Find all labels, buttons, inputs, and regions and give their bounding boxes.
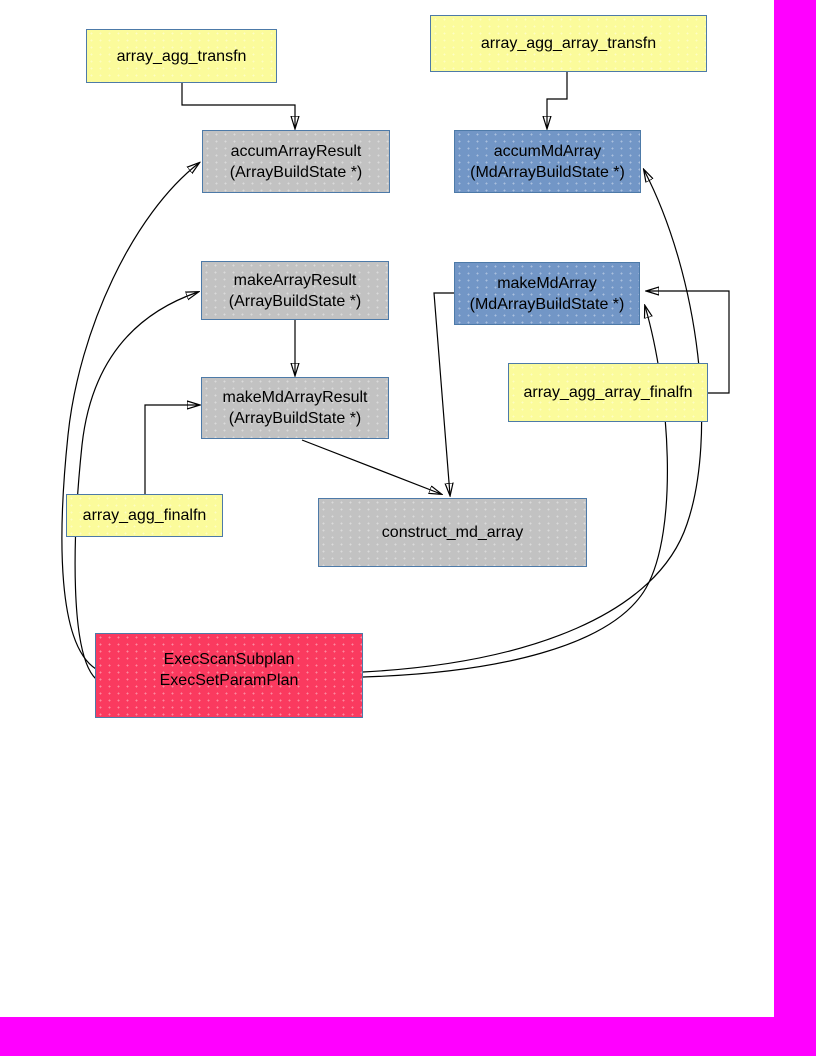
node-sublabel: ExecSetParamPlan: [159, 671, 299, 689]
node-accumArrayResult: [202, 130, 390, 193]
node-sublabel: (ArrayBuildState *): [228, 292, 362, 310]
node-sublabel: (ArrayBuildState *): [229, 163, 363, 181]
node-construct-md-array: [318, 498, 587, 567]
frame-right-bar: [774, 0, 816, 1056]
node-array-agg-finalfn: [66, 494, 223, 537]
node-makeMdArrayResult: [201, 377, 389, 439]
edge-array-agg-array-transfn-to-accumMdArray: [547, 72, 567, 128]
node-label: accumMdArray: [493, 142, 602, 160]
node-accumMdArray: [454, 130, 641, 193]
node-makeMdArray: [454, 262, 640, 325]
node-sublabel: (MdArrayBuildState *): [470, 163, 625, 181]
node-array-agg-array-finalfn: [508, 363, 708, 422]
node-label: makeMdArray: [497, 274, 597, 292]
edge-array-agg-finalfn-to-makeMdArrayResult: [145, 405, 199, 494]
node-label: accumArrayResult: [230, 142, 362, 160]
frame-bottom-bar: [0, 1017, 816, 1056]
edge-makeMdArray-to-construct-md-array: [434, 293, 454, 495]
edge-array-agg-transfn-to-accumArrayResult: [182, 83, 295, 128]
edge-exec-subplan-to-accumArrayResult: [62, 163, 199, 669]
node-label: array_agg_transfn: [116, 47, 247, 65]
node-makeArrayResult: [201, 261, 389, 320]
edge-exec-subplan-to-makeMdArray: [363, 306, 667, 677]
node-label: array_agg_array_transfn: [480, 35, 657, 52]
node-label: makeArrayResult: [233, 271, 357, 289]
node-sublabel: (ArrayBuildState *): [228, 410, 362, 427]
edge-exec-subplan-to-makeArrayResult: [75, 292, 198, 679]
node-label: ExecScanSubplan: [163, 650, 295, 668]
node-label: makeMdArrayResult: [222, 389, 368, 406]
node-label: array_agg_finalfn: [82, 507, 207, 524]
edge-makeMdArrayResult-to-construct-md-array: [302, 440, 441, 494]
node-sublabel: (MdArrayBuildState *): [469, 295, 625, 313]
node-label: array_agg_array_finalfn: [523, 384, 693, 401]
node-array-agg-transfn: [86, 29, 277, 83]
node-label: construct_md_array: [381, 524, 524, 541]
node-array-agg-array-transfn: [430, 15, 707, 72]
node-exec-scan-subplan: [95, 633, 363, 718]
